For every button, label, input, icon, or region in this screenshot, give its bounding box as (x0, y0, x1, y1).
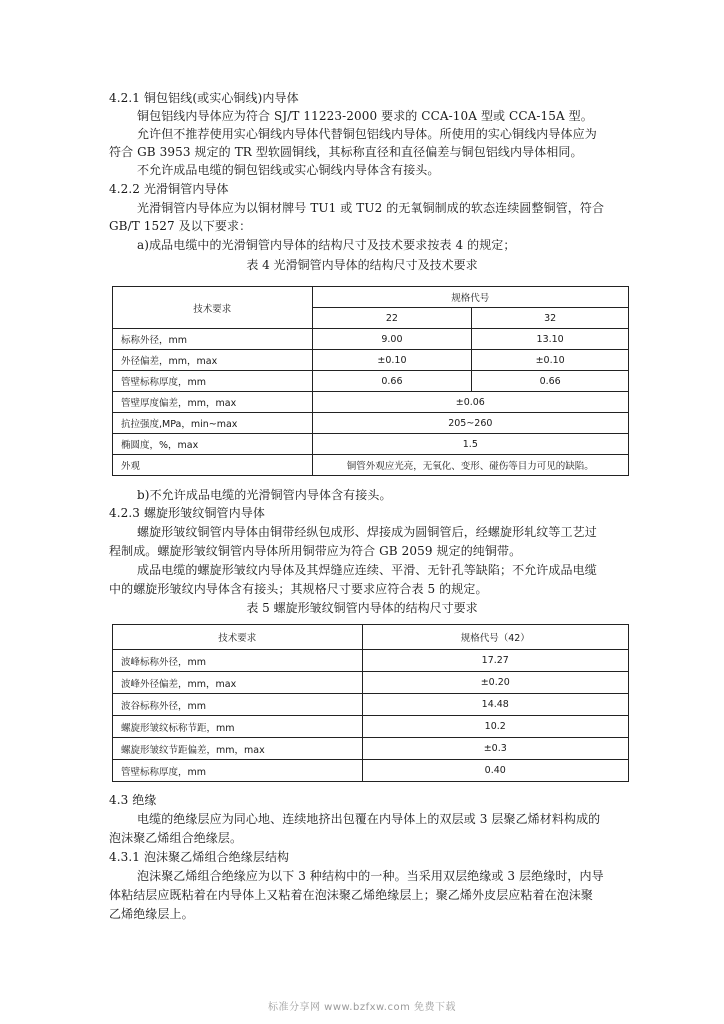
paragraph: 程制成。螺旋形皱纹铜管内导体所用铜带应为符合 GB 2059 规定的纯铜带。 (109, 544, 522, 558)
table-cell: 抗拉强度,MPa，min~max (113, 413, 313, 434)
table-cell: 外观 (113, 455, 313, 476)
table-cell: 14.48 (362, 694, 628, 716)
table-cell: ±0.10 (472, 350, 629, 371)
table-4-caption: 表 4 光滑铜管内导体的结构尺寸及技术要求 (246, 258, 478, 272)
table-row (113, 760, 629, 782)
table-row (113, 392, 629, 413)
table-row (113, 329, 629, 350)
table-row (113, 350, 629, 371)
section-heading-4-2-3: 4.2.3 螺旋形皱纹铜管内导体 (109, 506, 265, 520)
table-row (113, 738, 629, 760)
table-cell: 10.2 (362, 716, 628, 738)
paragraph: 符合 GB 3953 规定的 TR 型软圆铜线，其标称直径和直径偏差与铜包铝线内导体相同。 (109, 145, 583, 159)
table-header-cell: 22 (312, 308, 472, 329)
table-cell: ±0.10 (312, 350, 472, 371)
table-header-row (113, 625, 629, 650)
table-cell: 0.66 (312, 371, 472, 392)
list-item-a: a)成品电缆中的光滑铜管内导体的结构尺寸及技术要求按表 4 的规定； (137, 238, 516, 252)
table-cell: 13.10 (472, 329, 629, 350)
table-row (113, 716, 629, 738)
table-cell: 螺旋形皱纹节距偏差，mm，max (113, 738, 363, 760)
table-row (113, 413, 629, 434)
table-header-cell: 规格代号（42） (362, 625, 628, 650)
table-cell: ±0.3 (362, 738, 628, 760)
table-cell: 9.00 (312, 329, 472, 350)
table-header-cell: 规格代号 (312, 287, 628, 308)
table-5-caption: 表 5 螺旋形皱纹铜管内导体的结构尺寸要求 (246, 601, 478, 615)
paragraph: 螺旋形皱纹铜管内导体由铜带经纵包成形、焊接成为圆铜管后，经螺旋形轧纹等工艺过 (137, 525, 597, 539)
table-cell: ±0.20 (362, 672, 628, 694)
section-heading-4-2-2: 4.2.2 光滑铜管内导体 (109, 182, 229, 196)
table-cell: 205~260 (312, 413, 628, 434)
paragraph: GB/T 1527 及以下要求： (109, 219, 252, 233)
table-5 (112, 624, 629, 782)
paragraph: 允许但不推荐使用实心铜线内导体代替铜包铝线内导体。所使用的实心铜线内导体应为 (137, 127, 597, 141)
table-cell: 0.40 (362, 760, 628, 782)
table-cell: 1.5 (312, 434, 628, 455)
table-cell: 管壁厚度偏差，mm，max (113, 392, 313, 413)
list-item-b: b)不允许成品电缆的光滑铜管内导体含有接头。 (137, 488, 392, 502)
section-heading-4-3: 4.3 绝缘 (109, 793, 157, 807)
table-row (113, 694, 629, 716)
table-header-cell: 技术要求 (113, 287, 313, 329)
table-cell: 椭圆度，%，max (113, 434, 313, 455)
table-row (113, 455, 629, 476)
table-cell: 波峰标称外径，mm (113, 650, 363, 672)
table-cell: 17.27 (362, 650, 628, 672)
paragraph: 铜包铝线内导体应为符合 SJ/T 11223-2000 要求的 CCA-10A 型或 CCA-15A 型。 (137, 109, 593, 123)
paragraph: 泡沫聚乙烯组合绝缘应为以下 3 种结构中的一种。当采用双层绝缘或 3 层绝缘时，内导 (137, 869, 604, 883)
table-cell: 标称外径，mm (113, 329, 313, 350)
paragraph: 不允许成品电缆的铜包铝线或实心铜线内导体含有接头。 (137, 163, 440, 177)
table-header-row (113, 287, 629, 308)
table-header-cell: 32 (472, 308, 629, 329)
table-cell: 波谷标称外径，mm (113, 694, 363, 716)
table-cell: 铜管外观应光亮，无氧化、变形、碰伤等目力可见的缺陷。 (312, 455, 628, 476)
table-cell: 管壁标称厚度，mm (113, 760, 363, 782)
paragraph: 电缆的绝缘层应为同心地、连续地挤出包覆在内导体上的双层或 3 层聚乙烯材料构成的 (137, 812, 601, 826)
table-cell: 0.66 (472, 371, 629, 392)
table-row (113, 650, 629, 672)
table-row (113, 672, 629, 694)
watermark-footer: 标准分享网 www.bzfxw.com 免费下载 (268, 1002, 456, 1013)
table-cell: 波峰外径偏差，mm，max (113, 672, 363, 694)
paragraph: 乙烯绝缘层上。 (109, 907, 194, 921)
table-row (113, 434, 629, 455)
table-4 (112, 286, 629, 476)
paragraph: 中的螺旋形皱纹内导体含有接头；其规格尺寸要求应符合表 5 的规定。 (109, 582, 488, 596)
paragraph: 体粘结层应既粘着在内导体上又粘着在泡沫聚乙烯绝缘层上；聚乙烯外皮层应粘着在泡沫聚 (109, 888, 594, 902)
table-cell: 外径偏差，mm，max (113, 350, 313, 371)
table-cell: ±0.06 (312, 392, 628, 413)
paragraph: 成品电缆的螺旋形皱纹内导体及其焊缝应连续、平滑、无针孔等缺陷；不允许成品电缆 (137, 563, 597, 577)
table-cell: 管壁标称厚度，mm (113, 371, 313, 392)
table-row (113, 371, 629, 392)
section-heading-4-2-1: 4.2.1 铜包铝线(或实心铜线)内导体 (109, 91, 299, 105)
paragraph: 光滑铜管内导体应为以铜材牌号 TU1 或 TU2 的无氧铜制成的软态连续圆整铜管，符合 (137, 201, 605, 215)
table-header-cell: 技术要求 (113, 625, 363, 650)
section-heading-4-3-1: 4.3.1 泡沫聚乙烯组合绝缘层结构 (109, 850, 290, 864)
table-cell: 螺旋形皱纹标称节距，mm (113, 716, 363, 738)
paragraph: 泡沫聚乙烯组合绝缘层。 (109, 831, 243, 845)
